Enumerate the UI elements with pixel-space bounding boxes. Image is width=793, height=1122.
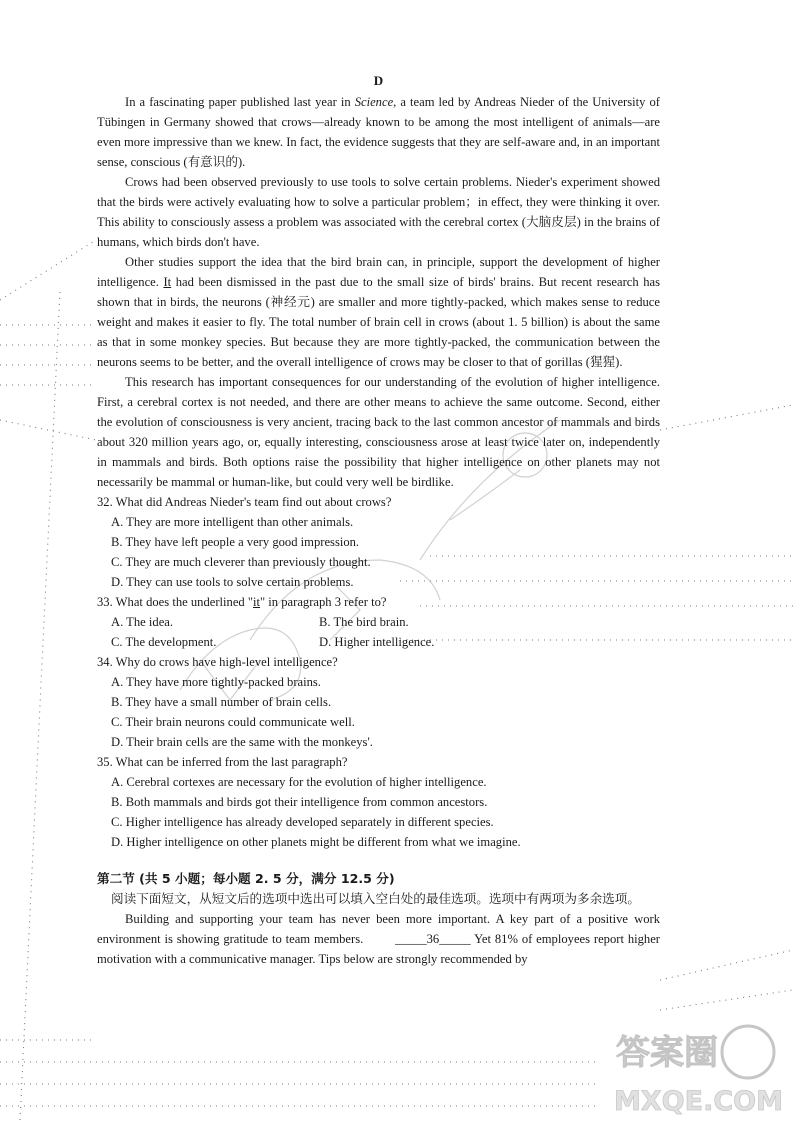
question-32-option-a[interactable]: A. They are more intelligent than other animals.: [111, 515, 354, 529]
svg-text:MXQE.COM: MXQE.COM: [614, 1086, 783, 1117]
question-33-stem: [97, 592, 660, 612]
exam-content: [97, 72, 660, 969]
question-32-option-c[interactable]: C. They are much cleverer than previously thought.: [111, 555, 371, 569]
p1-text-start: In a fascinating paper published last year in: [125, 95, 355, 109]
question-35-stem: 35. What can be inferred from the last paragraph?: [97, 755, 348, 769]
underlined-it: It: [163, 275, 172, 289]
svg-text:答案圈: 答案圈: [616, 1033, 718, 1073]
question-34-option-c[interactable]: C. Their brain neurons could communicate well.: [111, 715, 355, 729]
q33-underlined-word: it: [253, 595, 260, 609]
question-33-option-a[interactable]: A. The idea.: [111, 615, 174, 629]
question-33-options-row-1: [111, 612, 660, 632]
q33-stem-end: " in paragraph 3 refer to?: [260, 595, 387, 609]
section-2-paragraph-1: [97, 909, 660, 969]
p3-text-end: had been dismissed in the past due to the small size of birds' brains. But recent research has shown that in birds, the neurons (神经元) are smaller and more tightly-packed, which makes sense to reduce weight and makes it easier to fly. The total number of brain cell in crows (about 1. 5 billion) is about the same as that in some monkey species. But because they are more tightly-packed, the communication between the neurons seems to be better, and the overall intelligence of crows may be closer to that of gorillas (猩猩).: [97, 275, 660, 369]
question-34-option-a[interactable]: A. They have more tightly-packed brains.: [111, 675, 321, 689]
passage-heading: D: [373, 73, 384, 88]
question-32-stem: 32. What did Andreas Nieder's team find out about crows?: [97, 495, 392, 509]
question-35-option-a[interactable]: A. Cerebral cortexes are necessary for the evolution of higher intelligence.: [111, 775, 487, 789]
question-35-option-d[interactable]: D. Higher intelligence on other planets might be different from what we imagine.: [111, 835, 521, 849]
question-33-option-c[interactable]: C. The development.: [111, 635, 217, 649]
question-33-option-b[interactable]: B. The bird brain.: [319, 615, 409, 629]
journal-name: Science: [354, 95, 394, 109]
passage-paragraph-1: [97, 92, 660, 172]
section-2-instruction: 阅读下面短文，从短文后的选项中选出可以填入空白处的最佳选项。选项中有两项为多余选项。: [111, 891, 640, 906]
passage-paragraph-2: Crows had been observed previously to use tools to solve certain problems. Nieder's experiment showed that the birds were actively evaluating how to solve a particular problem；in effect, they were thinking it over. This ability to consciously assess a problem was associated with the cerebral cortex (大脑皮层) in the brains of humans, which birds don't have.: [97, 175, 660, 249]
p3-text-start: Other studies support the idea that the bird brain can, in principle, support the development of higher intelligence.: [97, 255, 660, 289]
question-33-option-d[interactable]: D. Higher intelligence.: [319, 635, 435, 649]
question-32-option-d[interactable]: D. They can use tools to solve certain problems.: [111, 575, 354, 589]
question-32-option-b[interactable]: B. They have left people a very good impression.: [111, 535, 360, 549]
s2-p1-text-end: Yet 81% of employees report higher motivation with a communicative manager. Tips below are strongly recommended by: [97, 932, 660, 966]
question-35-option-c[interactable]: C. Higher intelligence has already developed separately in different species.: [111, 815, 494, 829]
p1-text-end: , a team led by Andreas Nieder of the University of Tübingen in Germany showed that crows—already known to be among the most intelligent of animals—are even more impressive than we knew. In fact, the evidence suggests that they are self-aware and, in an important sense, conscious (有意识的).: [97, 95, 660, 169]
site-logo-watermark: [608, 1012, 788, 1122]
question-33-options-row-2: [111, 632, 660, 652]
question-34-option-b[interactable]: B. They have a small number of brain cells.: [111, 695, 332, 709]
question-34-option-d[interactable]: D. Their brain cells are the same with the monkeys'.: [111, 735, 373, 749]
passage-paragraph-3: [97, 252, 660, 372]
passage-paragraph-4: This research has important consequences for our understanding of the evolution of higher intelligence. First, a cerebral cortex is not needed, and there are other means to achieve the same outcome. Second, either the evolution of consciousness is very ancient, tracing back to the last common ancestor of mammals and birds about 320 million years ago, or, equally interesting, consciousness arose at least twice later on, independently in mammals and birds. Both options raise the possibility that higher intelligence on other planets may not necessarily be mammal or human-like, but could very well be birdlike.: [97, 375, 660, 489]
question-34-stem: 34. Why do crows have high-level intelligence?: [97, 655, 338, 669]
section-2-title: 第二节 (共 5 小题；每小题 2. 5 分，满分 12.5 分): [97, 871, 395, 886]
question-35-option-b[interactable]: B. Both mammals and birds got their intelligence from common ancestors.: [111, 795, 488, 809]
blank-36[interactable]: _____36_____: [395, 932, 471, 946]
q33-stem-start: 33. What does the underlined ": [97, 595, 253, 609]
s2-p1-text-start: Building and supporting your team has never been more important. A key part of a positive work environment is showing gratitude to team members.: [97, 912, 660, 946]
